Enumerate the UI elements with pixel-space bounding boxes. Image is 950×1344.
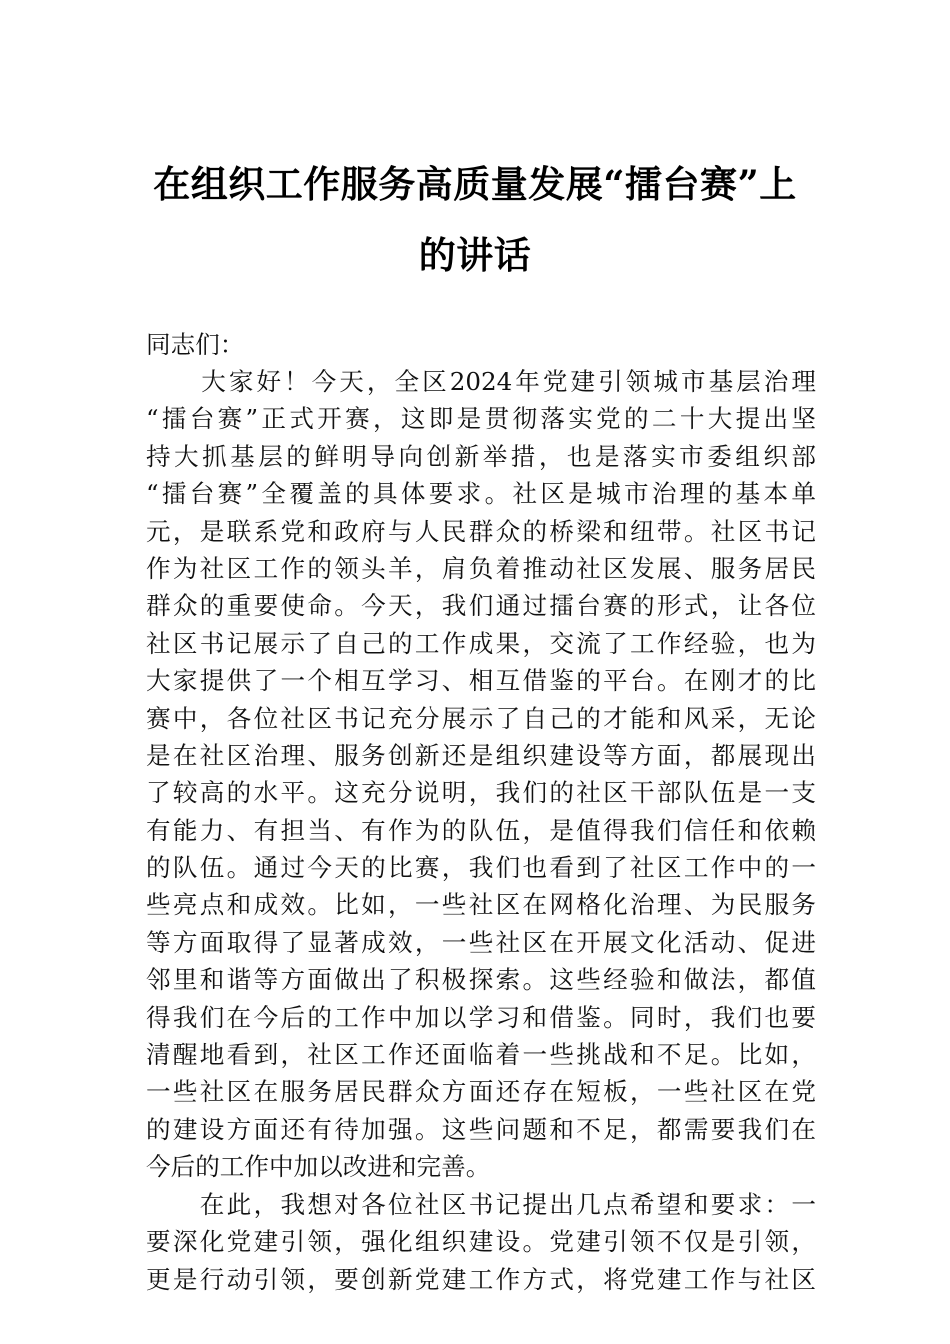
body-line: 群众的重要使命。今天，我们通过擂台赛的形式，让各位 bbox=[146, 591, 816, 621]
body-line: 是在社区治理、服务创新还是组织建设等方面，都展现出 bbox=[146, 740, 816, 770]
body-line: 在此，我想对各位社区书记提出几点希望和要求：一 bbox=[146, 1190, 816, 1219]
body-line: 等方面取得了显著成效，一些社区在开展文化活动、促进 bbox=[146, 927, 816, 957]
body-line: 赛中，各位社区书记充分展示了自己的才能和风采，无论 bbox=[146, 703, 816, 733]
salutation: 同志们： bbox=[146, 330, 245, 359]
paragraph-2 bbox=[146, 1186, 816, 1298]
body-line: 元，是联系党和政府与人民群众的桥梁和纽带。社区书记 bbox=[146, 516, 816, 546]
body-line: 作为社区工作的领头羊，肩负着推动社区发展、服务居民 bbox=[146, 553, 816, 583]
body-line: 社区书记展示了自己的工作成果，交流了工作经验，也为 bbox=[146, 628, 816, 658]
body-line: 大家好！今天，全区2024年党建引领城市基层治理 bbox=[146, 367, 816, 396]
body-line: 今后的工作中加以改进和完善。 bbox=[146, 1152, 491, 1182]
body-line: 更是行动引领，要创新党建工作方式，将党建工作与社区 bbox=[146, 1264, 816, 1294]
body-line: 要深化党建引领，强化组织建设。党建引领不仅是引领， bbox=[146, 1227, 816, 1257]
body-line: 了较高的水平。这充分说明，我们的社区干部队伍是一支 bbox=[146, 778, 816, 808]
document-title-line-2: 的讲话 bbox=[418, 233, 532, 277]
document-title-line-1: 在组织工作服务高质量发展“擂台赛”上 bbox=[153, 162, 797, 206]
body-line: 邻里和谐等方面做出了积极探索。这些经验和做法，都值 bbox=[146, 965, 816, 995]
body-line: 些亮点和成效。比如，一些社区在网格化治理、为民服务 bbox=[146, 890, 816, 920]
body-line: 有能力、有担当、有作为的队伍，是值得我们信任和依赖 bbox=[146, 815, 816, 845]
body-line: 大家提供了一个相互学习、相互借鉴的平台。在刚才的比 bbox=[146, 666, 816, 696]
body-line: 清醒地看到，社区工作还面临着一些挑战和不足。比如， bbox=[146, 1040, 816, 1070]
body-line: 得我们在今后的工作中加以学习和借鉴。同时，我们也要 bbox=[146, 1002, 816, 1032]
body-line: “擂台赛”全覆盖的具体要求。社区是城市治理的基本单 bbox=[146, 479, 816, 509]
body-line: 的队伍。通过今天的比赛，我们也看到了社区工作中的一 bbox=[146, 853, 816, 883]
body-line: 的建设方面还有待加强。这些问题和不足，都需要我们在 bbox=[146, 1114, 816, 1144]
body-line: “擂台赛”正式开赛，这即是贯彻落实党的二十大提出坚 bbox=[146, 404, 816, 434]
body-line: 持大抓基层的鲜明导向创新举措，也是落实市委组织部 bbox=[146, 441, 816, 471]
paragraph-1 bbox=[146, 363, 816, 1186]
body-line: 一些社区在服务居民群众方面还存在短板，一些社区在党 bbox=[146, 1077, 816, 1107]
